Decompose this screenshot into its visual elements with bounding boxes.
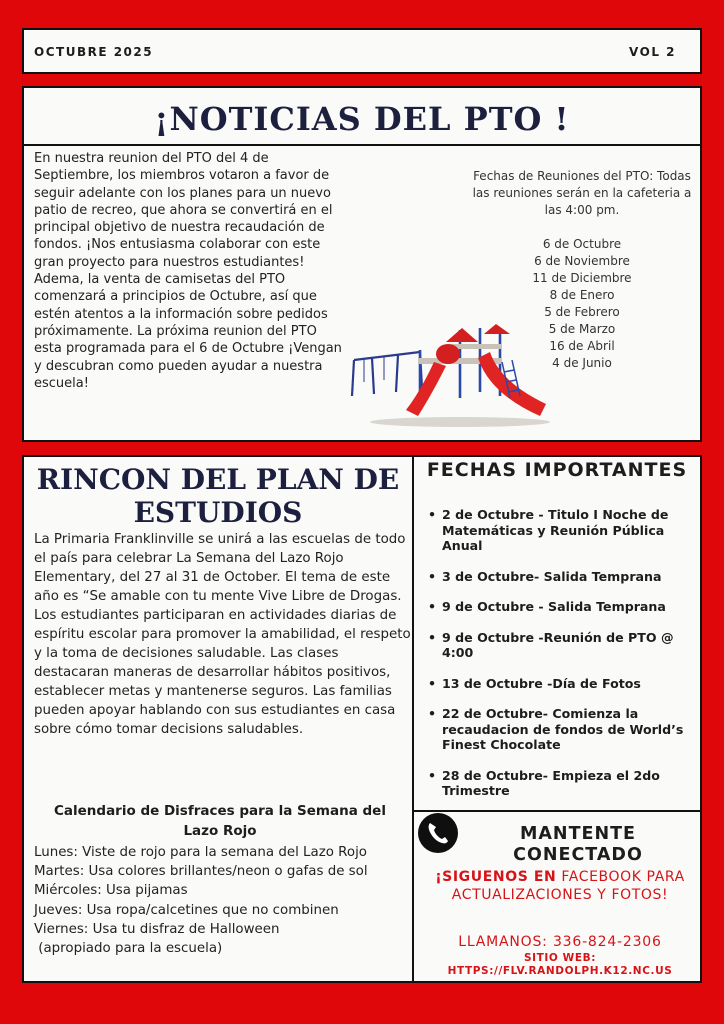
meeting-date: 8 de Enero: [549, 288, 615, 302]
costume-calendar-title: Calendario de Disfraces para la Semana del Lazo Rojo: [54, 803, 386, 839]
phone-number: LLAMANOS: 336-824-2306: [458, 934, 662, 950]
list-item: • 9 de Octubre -Reunión de PTO @ 4:00: [428, 629, 674, 660]
section-title: RINCON DEL PLAN DE ESTUDIOS: [36, 463, 400, 529]
meeting-date: 6 de Noviembre: [534, 254, 630, 268]
website: [424, 952, 696, 978]
calendar-day: Martes: Usa colores brillantes/neon o gafas de sol: [34, 864, 368, 880]
calendar-day: Miércoles: Usa pijamas: [34, 883, 188, 899]
website-link[interactable]: HTTPS://FLV.RANDOLPH.K12.NC.US: [447, 965, 673, 977]
issue-date: OCTUBRE 2025: [34, 45, 154, 59]
important-dates-section: [412, 455, 702, 812]
list-item: • 3 de Octubre- Salida Temprana: [428, 568, 662, 584]
pto-news-section: [22, 86, 702, 442]
facebook-callout: ¡SIGUENOS EN FACEBOOK PARA ACTUALIZACIONES Y FOTOS!: [435, 869, 685, 903]
phone-icon: [417, 812, 459, 854]
list-item: • 2 de Octubre - Titulo I Noche de Matemáticas y Reunión Pública Anual: [428, 507, 669, 553]
curriculum-paragraph: La Primaria Franklinville se unirá a las escuelas de todo el país para celebrar La Semana del Lazo Rojo Elementary, del 27 al 31 de October. El tema de este año es “Se amable con tu mente Vive Libre de Drogas. Los estudiantes participaran en actividades diarias de espíritu escolar para promover la amabilidad, el respeto y la toma de decisiones saludable. Las clases destacaran maneras de desarrollar hábitos positivos, establecer metas y mantenerse seguros. Las familias pueden apoyar hablando con sus estudiantes en casa sobre cómo tomar decisions saludables.: [34, 532, 411, 737]
important-dates-list: [420, 507, 698, 814]
playground-illustration: [350, 322, 560, 432]
meeting-date: 6 de Octubre: [542, 237, 622, 251]
meeting-date: 5 de Marzo: [548, 322, 616, 336]
costume-calendar: [34, 843, 414, 958]
calendar-note: (apropiado para la escuela): [34, 941, 223, 957]
calendar-day: Jueves: Usa ropa/calcetines que no combinen: [34, 902, 339, 918]
newsletter-header: [22, 28, 702, 74]
stay-connected-section: [412, 810, 702, 983]
calendar-day: Viernes: Usa tu disfraz de Halloween: [34, 921, 280, 937]
meeting-date: 11 de Diciembre: [532, 271, 632, 285]
list-item: • 9 de Octubre - Salida Temprana: [428, 599, 666, 614]
meeting-date: 16 de Abril: [549, 339, 615, 353]
curriculum-section: [22, 455, 414, 983]
meeting-date: 4 de Junio: [552, 356, 612, 370]
website-label: SITIO WEB:: [523, 952, 597, 964]
meeting-date: 5 de Febrero: [544, 305, 620, 319]
calendar-day: Lunes: Viste de rojo para la semana del Lazo Rojo: [34, 845, 367, 860]
meeting-intro: Fechas de Reuniones del PTO: Todas las reuniones serán en la cafeteria a las 4:00 pm.: [472, 169, 692, 217]
issue-volume: VOL 2: [629, 45, 676, 59]
section-title: MANTENTE CONECTADO: [513, 824, 643, 865]
section-title: ¡NOTICIAS DEL PTO !: [154, 100, 570, 138]
news-paragraph: En nuestra reunion del PTO del 4 de Septiembre, los miembros votaron a favor de seguir adelante con los planes para un nuevo patio de recreo, que ahora se convertirá en el principal objetivo de nuestra recaudación de fondos. ¡Nos entusiasma colaborar con este gran proyecto para nuestros estudiantes! Adema, la venta de camisetas del PTO comenzará a principios de Octubre, así que estén atentos a la información sobre pedidos próximamente. La próxima reunion del PTO esta programada para el 6 de Octubre ¡Vengan y descubran como pueden ayudar a nuestra escuela!: [34, 151, 342, 391]
list-item: • 22 de Octubre- Comienza la recaudacion de fondos de World’s Finest Chocolate: [428, 706, 684, 752]
section-title: FECHAS IMPORTANTES: [426, 459, 688, 481]
list-item: • 28 de Octubre- Empieza el 2do Trimestre: [428, 767, 660, 798]
divider: [24, 144, 700, 146]
list-item: • 13 de Octubre -Día de Fotos: [428, 675, 641, 691]
